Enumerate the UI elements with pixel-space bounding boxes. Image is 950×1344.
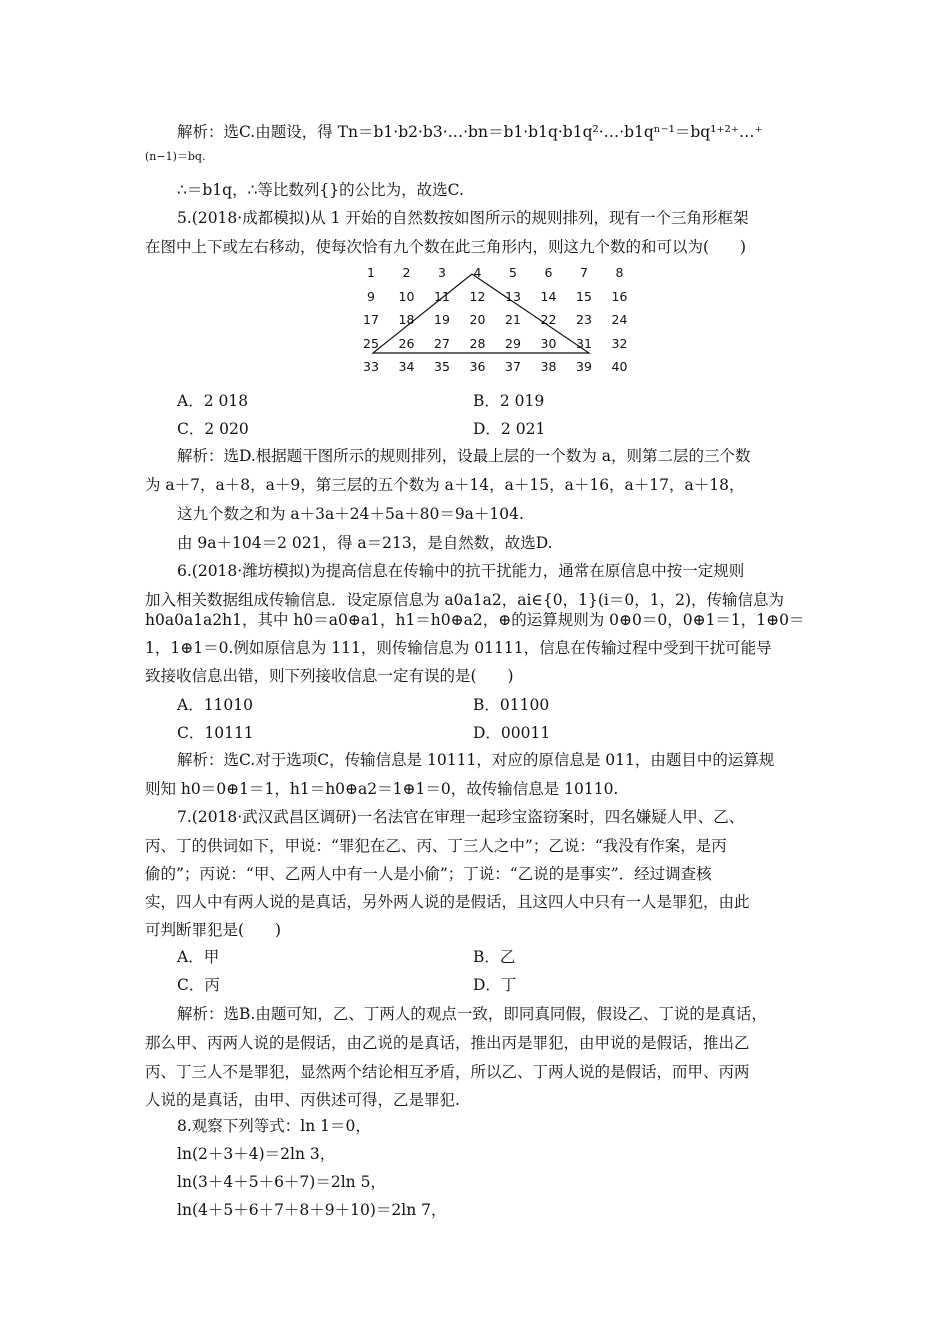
grid-cell: 25 — [363, 335, 379, 351]
grid-cell: 17 — [363, 312, 379, 327]
grid-cell: 14 — [540, 288, 557, 304]
grid-cell: 19 — [434, 312, 450, 327]
q7-stem-line4: 实，四人中有两人说的是真话，另外两人说的是假话，且这四人中只有一人是罪犯，由此 — [145, 893, 750, 911]
q6-stem-line5: 致接收信息出错，则下列接收信息一定有误的是( ) — [145, 667, 514, 685]
q6-solution-line2: 则知 h0＝0⊕1＝1，h1＝h0⊕a2＝1⊕1＝0，故传输信息是 10110. — [145, 780, 619, 798]
grid-cell: 1 — [367, 265, 375, 280]
grid-cell: 36 — [469, 359, 486, 374]
q7-solution-line4: 人说的是真话，由甲、丙供述可得，乙是罪犯. — [145, 1091, 460, 1109]
grid-cell: 39 — [576, 359, 592, 374]
q7-stem-line3: 偷的”；丙说：“甲、乙两人中有一人是小偷”；丁说：“乙说的是事实”．经过调查核 — [145, 865, 712, 883]
q7-option-c: C．丙 — [177, 976, 220, 994]
q6-stem-line3: h0a0a1a2h1，其中 h0＝a0⊕a1，h1＝h0⊕a2，⊕的运算规则为 0⊕0＝0，0⊕1＝1，1⊕0＝ — [145, 611, 805, 629]
q6-option-a: A．11010 — [177, 696, 254, 714]
q5-option-d: D．2 021 — [473, 420, 546, 438]
q7-solution-line3: 丙、丁三人不是罪犯，显然两个结论相互矛盾，所以乙、丁两人说的是假话，而甲、丙两 — [145, 1063, 750, 1081]
grid-cell: 11 — [434, 288, 450, 304]
grid-cell: 37 — [505, 359, 521, 374]
grid-cell: 5 — [509, 265, 517, 280]
grid-cell: 30 — [540, 335, 557, 351]
q7-stem-line1: 7.(2018·武汉武昌区调研)一名法官在审理一起珍宝盗窃案时，四名嫌疑人甲、乙、 — [177, 808, 745, 826]
q7-stem-line2: 丙、丁的供词如下，甲说：“罪犯在乙、丙、丁三人之中”；乙说：“我没有作案，是丙 — [145, 837, 727, 855]
q6-option-d: D．00011 — [473, 724, 551, 742]
q5-solution-line3: 这九个数之和为 a＋3a＋24＋5a＋80＝9a＋104. — [177, 505, 524, 523]
q6-option-c: C．10111 — [177, 724, 254, 742]
grid-cell: 6 — [544, 265, 553, 280]
q8-equation-1: ln(2＋3＋4)＝2ln 3， — [177, 1145, 336, 1163]
grid-cell: 28 — [469, 335, 486, 351]
grid-cell: 21 — [505, 312, 521, 327]
grid-cell: 40 — [611, 359, 628, 374]
grid-cell: 2 — [402, 265, 411, 280]
grid-cell: 7 — [580, 265, 588, 280]
q4-solution-line3: ∴＝b1q，∴等比数列{}的公比为，故选C. — [177, 181, 464, 199]
grid-cell: 12 — [469, 288, 486, 304]
q5-stem-line2: 在图中上下或左右移动，使每次恰有九个数在此三角形内，则这九个数的和可以为( ) — [145, 238, 747, 256]
number-grid-figure — [355, 265, 635, 377]
q7-solution-line1: 解析：选B.由题可知，乙、丁两人的观点一致，即同真同假，假设乙、丁说的是真话， — [177, 1005, 767, 1023]
grid-cell: 23 — [576, 312, 592, 327]
q5-option-c: C．2 020 — [177, 420, 249, 438]
grid-cell: 16 — [611, 288, 628, 304]
q5-option-b: B．2 019 — [473, 392, 545, 410]
grid-cell: 9 — [367, 288, 375, 304]
grid-cell: 29 — [505, 335, 521, 351]
q5-stem-line1: 5.(2018·成都模拟)从 1 开始的自然数按如图所示的规则排列，现有一个三角形框架 — [177, 209, 749, 227]
q7-option-d: D．丁 — [473, 976, 517, 994]
q8-equation-3: ln(4＋5＋6＋7＋8＋9＋10)＝2ln 7， — [177, 1201, 447, 1219]
q7-option-b: B．乙 — [473, 948, 516, 966]
q6-option-b: B．01100 — [473, 696, 550, 714]
grid-cell: 18 — [398, 312, 415, 327]
grid-cell: 24 — [611, 312, 628, 327]
grid-cell: 4 — [473, 265, 482, 280]
q5-solution-line4: 由 9a＋104＝2 021，得 a＝213，是自然数，故选D. — [177, 534, 553, 552]
q7-stem-line5: 可判断罪犯是( ) — [145, 921, 282, 939]
q6-stem-line2: 加入相关数据组成传输信息．设定原信息为 a0a1a2，ai∈{0，1}(i＝0，1，2)，传输信息为 — [145, 591, 784, 609]
grid-cell: 34 — [398, 359, 415, 374]
grid-cell: 38 — [540, 359, 557, 374]
grid-cell: 33 — [363, 359, 379, 374]
q8-stem: 8.观察下列等式：ln 1＝0， — [177, 1117, 371, 1135]
q6-stem-line4: 1，1⊕1＝0.例如原信息为 111，则传输信息为 01111，信息在传输过程中受到干扰可能导 — [145, 639, 772, 657]
q5-solution-line1: 解析：选D.根据题干图所示的规则排列，设最上层的一个数为 a，则第二层的三个数 — [177, 447, 751, 465]
grid-cell: 8 — [615, 265, 624, 280]
grid-cell: 20 — [469, 312, 486, 327]
q5-option-a: A．2 018 — [177, 392, 249, 410]
grid-cell: 10 — [398, 288, 415, 304]
q4-solution-line1: 解析：选C.由题设，得 Tn＝b1·b2·b3·…·bn＝b1·b1q·b1q²·…·b1qⁿ⁻¹＝bq¹⁺²⁺…⁺ — [177, 123, 763, 141]
q6-solution-line1: 解析：选C.对于选项C，传输信息是 10111，对应的原信息是 011，由题目中的运算规 — [177, 751, 775, 769]
grid-cell: 27 — [434, 335, 450, 351]
q4-solution-line2: (n−1)＝bq. — [145, 150, 206, 163]
q8-equation-2: ln(3＋4＋5＋6＋7)＝2ln 5， — [177, 1173, 386, 1191]
q5-solution-line2: 为 a＋7，a＋8，a＋9，第三层的五个数为 a＋14，a＋15，a＋16，a＋17，a＋18， — [145, 476, 745, 494]
grid-cell: 13 — [505, 288, 521, 304]
grid-cell: 31 — [576, 335, 592, 351]
q7-solution-line2: 那么甲、丙两人说的是假话，由乙说的是真话，推出丙是罪犯，由甲说的是假话，推出乙 — [145, 1034, 750, 1052]
grid-cell: 22 — [540, 312, 557, 327]
grid-cell: 15 — [576, 288, 592, 304]
q6-stem-line1: 6.(2018·潍坊模拟)为提高信息在传输中的抗干扰能力，通常在原信息中按一定规则 — [177, 562, 745, 580]
q7-option-a: A．甲 — [177, 948, 220, 966]
grid-cell: 3 — [438, 265, 446, 280]
grid-cell: 26 — [398, 335, 415, 351]
grid-cell: 35 — [434, 359, 450, 374]
grid-cell: 32 — [611, 335, 628, 351]
